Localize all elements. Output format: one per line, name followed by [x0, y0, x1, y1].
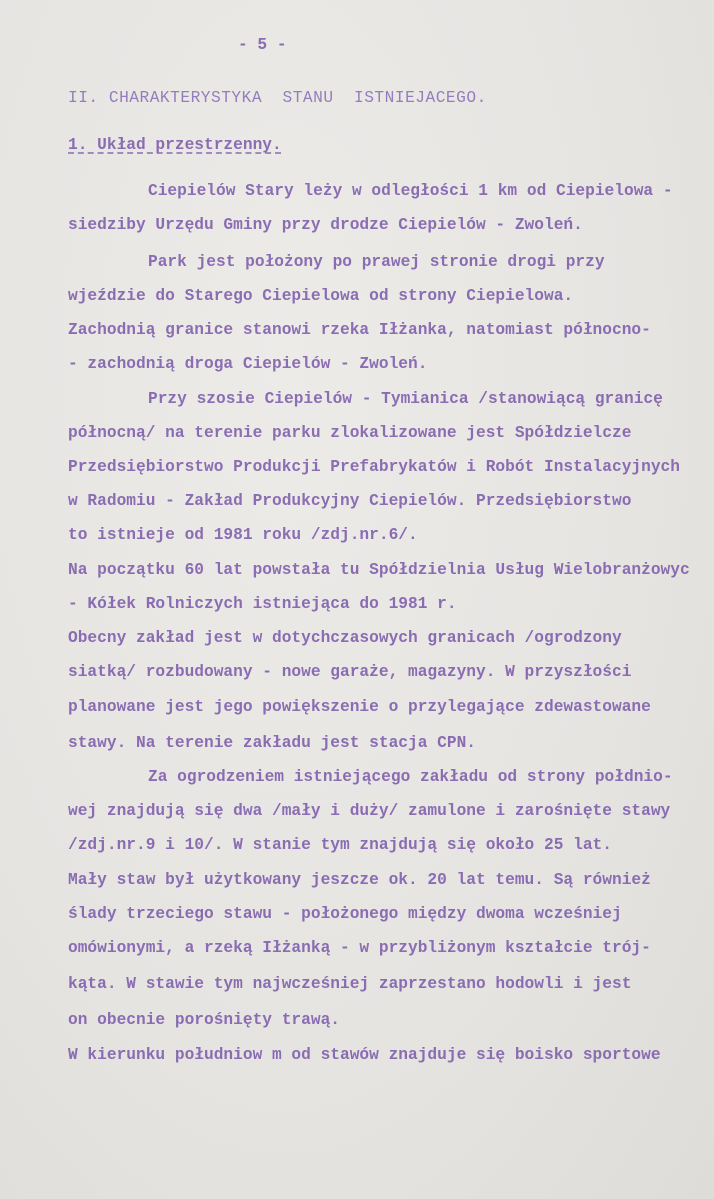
text-line: Mały staw był użytkowany jeszcze ok. 20 lat temu. Są również: [68, 871, 651, 889]
text-line: Obecny zakład jest w dotychczasowych granicach /ogrodzony: [68, 629, 622, 647]
text-line: Ciepielów Stary leży w odległości 1 km od Ciepielowa -: [148, 182, 673, 200]
page-number: - 5 -: [238, 36, 287, 54]
text-line: wej znajdują się dwa /mały i duży/ zamulone i zarośnięte stawy: [68, 802, 671, 820]
text-line: Za ogrodzeniem istniejącego zakładu od strony połdnio-: [148, 768, 673, 786]
text-line: ślady trzeciego stawu - położonego między dwoma wcześniej: [68, 905, 622, 923]
text-line: stawy. Na terenie zakładu jest stacja CPN.: [68, 734, 476, 752]
text-line: w Radomiu - Zakład Produkcyjny Ciepielów. Przedsiębiorstwo: [68, 492, 632, 510]
text-line: siedziby Urzędu Gminy przy drodze Ciepielów - Zwoleń.: [68, 216, 583, 234]
text-line: to istnieje od 1981 roku /zdj.nr.6/.: [68, 526, 418, 544]
text-line: Na początku 60 lat powstała tu Spółdzielnia Usług Wielobranżowyc: [68, 561, 690, 579]
text-line: omówionymi, a rzeką Iłżanką - w przybliżonym kształcie trój-: [68, 939, 651, 957]
text-line: kąta. W stawie tym najwcześniej zaprzestano hodowli i jest: [68, 975, 632, 993]
text-line: Przy szosie Ciepielów - Tymianica /stanowiącą granicę: [148, 390, 663, 408]
text-line: - zachodnią droga Ciepielów - Zwoleń.: [68, 355, 428, 373]
text-line: wjeździe do Starego Ciepielowa od strony Ciepielowa.: [68, 287, 574, 305]
text-line: W kierunku południow m od stawów znajduje się boisko sportowe: [68, 1046, 661, 1064]
chapter-heading: II. CHARAKTERYSTYKA STANU ISTNIEJACEGO.: [68, 89, 487, 107]
text-line: Przedsiębiorstwo Produkcji Prefabrykatów i Robót Instalacyjnych: [68, 458, 680, 476]
text-line: on obecnie porośnięty trawą.: [68, 1011, 340, 1029]
section-heading: 1. Układ przestrzenny.: [68, 136, 282, 154]
text-line: - Kółek Rolniczych istniejąca do 1981 r.: [68, 595, 457, 613]
text-line: /zdj.nr.9 i 10/. W stanie tym znajdują się około 25 lat.: [68, 836, 612, 854]
text-line: północną/ na terenie parku zlokalizowane jest Spółdzielcze: [68, 424, 632, 442]
text-line: planowane jest jego powiększenie o przylegające zdewastowane: [68, 698, 651, 716]
text-line: Park jest położony po prawej stronie drogi przy: [148, 253, 605, 271]
text-line: siatką/ rozbudowany - nowe garaże, magazyny. W przyszłości: [68, 663, 632, 681]
text-line: Zachodnią granice stanowi rzeka Iłżanka, natomiast północno-: [68, 321, 651, 339]
